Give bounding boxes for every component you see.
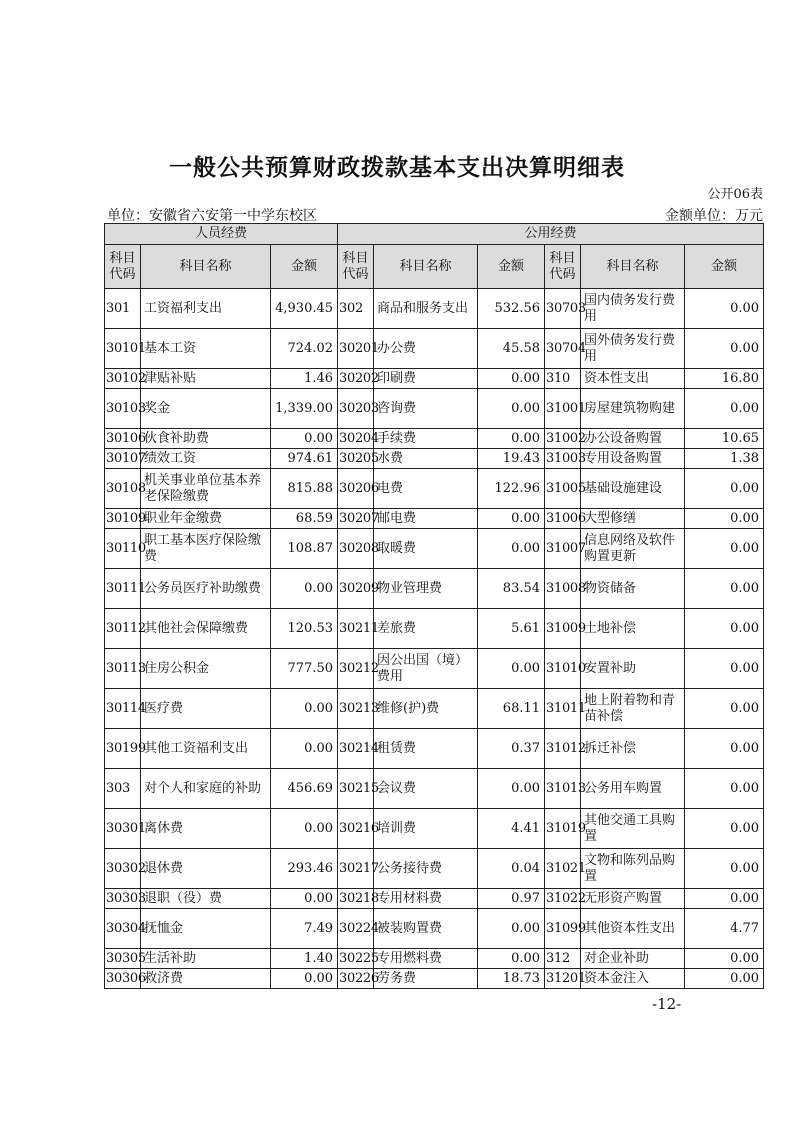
capital-code-cell: 30704 bbox=[545, 329, 581, 369]
personnel-code-cell: 30101 bbox=[105, 329, 141, 369]
public-amount-cell: 45.58 bbox=[478, 329, 545, 369]
capital-name-cell: 大型修缮 bbox=[581, 509, 685, 529]
public-code-cell: 30205 bbox=[338, 449, 374, 469]
capital-code-cell: 31011 bbox=[545, 689, 581, 729]
personnel-amount-cell: 0.00 bbox=[271, 429, 338, 449]
capital-amount-cell: 0.00 bbox=[685, 889, 764, 909]
page-title: 一般公共预算财政拨款基本支出决算明细表 bbox=[169, 154, 625, 181]
capital-amount-cell: 0.00 bbox=[685, 289, 764, 329]
public-name-cell: 咨询费 bbox=[374, 389, 478, 429]
personnel-name-cell: 职业年金缴费 bbox=[141, 509, 271, 529]
table-row bbox=[105, 729, 764, 769]
capital-name-cell: 国内债务发行费用 bbox=[581, 289, 685, 329]
table-number: 公开06表 bbox=[707, 187, 763, 202]
public-code-cell: 30214 bbox=[338, 729, 374, 769]
capital-amount-cell: 16.80 bbox=[685, 369, 764, 389]
capital-amount-cell: 0.00 bbox=[685, 609, 764, 649]
table-row bbox=[105, 609, 764, 649]
public-name-cell: 租赁费 bbox=[374, 729, 478, 769]
table-row bbox=[105, 429, 764, 449]
personnel-code-cell: 30301 bbox=[105, 809, 141, 849]
public-name-cell: 物业管理费 bbox=[374, 569, 478, 609]
capital-name-cell: 无形资产购置 bbox=[581, 889, 685, 909]
public-amount-cell: 68.11 bbox=[478, 689, 545, 729]
capital-code-cell: 31009 bbox=[545, 609, 581, 649]
personnel-name-cell: 奖金 bbox=[141, 389, 271, 429]
table-row bbox=[105, 509, 764, 529]
personnel-name-cell: 津贴补贴 bbox=[141, 369, 271, 389]
capital-amount-cell: 0.00 bbox=[685, 529, 764, 569]
capital-name-cell: 信息网络及软件购置更新 bbox=[581, 529, 685, 569]
public-name-cell: 邮电费 bbox=[374, 509, 478, 529]
capital-code-cell: 31012 bbox=[545, 729, 581, 769]
capital-code-cell: 31201 bbox=[545, 969, 581, 989]
capital-code-cell: 31008 bbox=[545, 569, 581, 609]
personnel-amount-cell: 120.53 bbox=[271, 609, 338, 649]
table-body bbox=[105, 289, 764, 989]
table-row bbox=[105, 329, 764, 369]
public-code-cell: 30217 bbox=[338, 849, 374, 889]
personnel-name-cell: 住房公积金 bbox=[141, 649, 271, 689]
code-header: 科目代码 bbox=[338, 245, 374, 289]
capital-name-cell: 专用设备购置 bbox=[581, 449, 685, 469]
capital-name-cell: 地上附着物和青苗补偿 bbox=[581, 689, 685, 729]
public-header: 公用经费 bbox=[338, 224, 764, 245]
public-name-cell: 专用燃料费 bbox=[374, 949, 478, 969]
capital-code-cell: 31010 bbox=[545, 649, 581, 689]
table-row bbox=[105, 449, 764, 469]
public-code-cell: 30201 bbox=[338, 329, 374, 369]
capital-code-cell: 31001 bbox=[545, 389, 581, 429]
capital-code-cell: 30703 bbox=[545, 289, 581, 329]
capital-code-cell: 310 bbox=[545, 369, 581, 389]
personnel-amount-cell: 293.46 bbox=[271, 849, 338, 889]
personnel-name-cell: 其他工资福利支出 bbox=[141, 729, 271, 769]
public-code-cell: 30209 bbox=[338, 569, 374, 609]
capital-code-cell: 31019 bbox=[545, 809, 581, 849]
public-code-cell: 302 bbox=[338, 289, 374, 329]
public-name-cell: 被装购置费 bbox=[374, 909, 478, 949]
personnel-code-cell: 30306 bbox=[105, 969, 141, 989]
table-row bbox=[105, 289, 764, 329]
personnel-name-cell: 退职（役）费 bbox=[141, 889, 271, 909]
capital-amount-cell: 10.65 bbox=[685, 429, 764, 449]
public-amount-cell: 0.37 bbox=[478, 729, 545, 769]
personnel-name-cell: 生活补助 bbox=[141, 949, 271, 969]
personnel-name-cell: 对个人和家庭的补助 bbox=[141, 769, 271, 809]
personnel-header: 人员经费 bbox=[105, 224, 338, 245]
capital-code-cell: 31021 bbox=[545, 849, 581, 889]
public-name-cell: 培训费 bbox=[374, 809, 478, 849]
public-code-cell: 30224 bbox=[338, 909, 374, 949]
capital-amount-cell: 0.00 bbox=[685, 849, 764, 889]
public-code-cell: 30211 bbox=[338, 609, 374, 649]
personnel-name-cell: 伙食补助费 bbox=[141, 429, 271, 449]
expenditure-table bbox=[104, 223, 764, 989]
code-header: 科目代码 bbox=[545, 245, 581, 289]
capital-name-cell: 房屋建筑物购建 bbox=[581, 389, 685, 429]
public-name-cell: 维修(护)费 bbox=[374, 689, 478, 729]
public-amount-cell: 0.00 bbox=[478, 909, 545, 949]
public-name-cell: 劳务费 bbox=[374, 969, 478, 989]
personnel-code-cell: 30108 bbox=[105, 469, 141, 509]
personnel-amount-cell: 1.40 bbox=[271, 949, 338, 969]
capital-amount-cell: 0.00 bbox=[685, 389, 764, 429]
table-row bbox=[105, 849, 764, 889]
public-code-cell: 30204 bbox=[338, 429, 374, 449]
personnel-name-cell: 工资福利支出 bbox=[141, 289, 271, 329]
personnel-code-cell: 30103 bbox=[105, 389, 141, 429]
page-number: -12- bbox=[652, 995, 682, 1013]
amount-header: 金额 bbox=[478, 245, 545, 289]
capital-amount-cell: 1.38 bbox=[685, 449, 764, 469]
public-code-cell: 30213 bbox=[338, 689, 374, 729]
personnel-amount-cell: 1.46 bbox=[271, 369, 338, 389]
capital-amount-cell: 0.00 bbox=[685, 569, 764, 609]
public-code-cell: 30216 bbox=[338, 809, 374, 849]
capital-code-cell: 31099 bbox=[545, 909, 581, 949]
personnel-name-cell: 医疗费 bbox=[141, 689, 271, 729]
public-amount-cell: 0.00 bbox=[478, 389, 545, 429]
public-amount-cell: 19.43 bbox=[478, 449, 545, 469]
personnel-code-cell: 30112 bbox=[105, 609, 141, 649]
table-row bbox=[105, 949, 764, 969]
personnel-code-cell: 30102 bbox=[105, 369, 141, 389]
personnel-amount-cell: 7.49 bbox=[271, 909, 338, 949]
public-name-cell: 办公费 bbox=[374, 329, 478, 369]
personnel-name-cell: 绩效工资 bbox=[141, 449, 271, 469]
name-header: 科目名称 bbox=[141, 245, 271, 289]
capital-code-cell: 312 bbox=[545, 949, 581, 969]
personnel-amount-cell: 0.00 bbox=[271, 809, 338, 849]
personnel-name-cell: 职工基本医疗保险缴费 bbox=[141, 529, 271, 569]
table-row bbox=[105, 689, 764, 729]
personnel-code-cell: 30305 bbox=[105, 949, 141, 969]
personnel-amount-cell: 0.00 bbox=[271, 969, 338, 989]
table-row bbox=[105, 889, 764, 909]
personnel-amount-cell: 456.69 bbox=[271, 769, 338, 809]
personnel-name-cell: 基本工资 bbox=[141, 329, 271, 369]
public-code-cell: 30202 bbox=[338, 369, 374, 389]
code-header: 科目代码 bbox=[105, 245, 141, 289]
personnel-code-cell: 30114 bbox=[105, 689, 141, 729]
public-amount-cell: 532.56 bbox=[478, 289, 545, 329]
personnel-amount-cell: 815.88 bbox=[271, 469, 338, 509]
personnel-amount-cell: 108.87 bbox=[271, 529, 338, 569]
capital-name-cell: 公务用车购置 bbox=[581, 769, 685, 809]
capital-amount-cell: 0.00 bbox=[685, 949, 764, 969]
public-code-cell: 30212 bbox=[338, 649, 374, 689]
personnel-code-cell: 30111 bbox=[105, 569, 141, 609]
personnel-code-cell: 303 bbox=[105, 769, 141, 809]
capital-code-cell: 31005 bbox=[545, 469, 581, 509]
personnel-amount-cell: 724.02 bbox=[271, 329, 338, 369]
capital-amount-cell: 0.00 bbox=[685, 509, 764, 529]
capital-amount-cell: 0.00 bbox=[685, 809, 764, 849]
public-code-cell: 30225 bbox=[338, 949, 374, 969]
personnel-name-cell: 抚恤金 bbox=[141, 909, 271, 949]
capital-amount-cell: 0.00 bbox=[685, 969, 764, 989]
personnel-amount-cell: 777.50 bbox=[271, 649, 338, 689]
personnel-name-cell: 救济费 bbox=[141, 969, 271, 989]
capital-name-cell: 办公设备购置 bbox=[581, 429, 685, 449]
public-name-cell: 商品和服务支出 bbox=[374, 289, 478, 329]
personnel-amount-cell: 1,339.00 bbox=[271, 389, 338, 429]
public-amount-cell: 0.00 bbox=[478, 429, 545, 449]
public-amount-cell: 4.41 bbox=[478, 809, 545, 849]
capital-code-cell: 31002 bbox=[545, 429, 581, 449]
personnel-name-cell: 公务员医疗补助缴费 bbox=[141, 569, 271, 609]
table-row bbox=[105, 389, 764, 429]
public-amount-cell: 0.00 bbox=[478, 529, 545, 569]
public-amount-cell: 0.97 bbox=[478, 889, 545, 909]
public-amount-cell: 0.00 bbox=[478, 649, 545, 689]
personnel-amount-cell: 974.61 bbox=[271, 449, 338, 469]
table-row bbox=[105, 569, 764, 609]
table-row bbox=[105, 529, 764, 569]
public-name-cell: 公务接待费 bbox=[374, 849, 478, 889]
capital-name-cell: 文物和陈列品购置 bbox=[581, 849, 685, 889]
public-name-cell: 水费 bbox=[374, 449, 478, 469]
capital-amount-cell: 0.00 bbox=[685, 649, 764, 689]
capital-name-cell: 土地补偿 bbox=[581, 609, 685, 649]
capital-amount-cell: 0.00 bbox=[685, 769, 764, 809]
public-name-cell: 手续费 bbox=[374, 429, 478, 449]
amount-unit-label: 金额单位：万元 bbox=[665, 208, 763, 224]
public-amount-cell: 0.00 bbox=[478, 769, 545, 809]
capital-code-cell: 31013 bbox=[545, 769, 581, 809]
capital-name-cell: 拆迁补偿 bbox=[581, 729, 685, 769]
public-amount-cell: 122.96 bbox=[478, 469, 545, 509]
capital-amount-cell: 4.77 bbox=[685, 909, 764, 949]
personnel-name-cell: 退休费 bbox=[141, 849, 271, 889]
public-name-cell: 电费 bbox=[374, 469, 478, 509]
capital-name-cell: 物资储备 bbox=[581, 569, 685, 609]
personnel-name-cell: 离休费 bbox=[141, 809, 271, 849]
name-header: 科目名称 bbox=[581, 245, 685, 289]
personnel-code-cell: 30199 bbox=[105, 729, 141, 769]
personnel-amount-cell: 68.59 bbox=[271, 509, 338, 529]
public-name-cell: 差旅费 bbox=[374, 609, 478, 649]
public-amount-cell: 83.54 bbox=[478, 569, 545, 609]
public-name-cell: 因公出国（境）费用 bbox=[374, 649, 478, 689]
capital-code-cell: 31003 bbox=[545, 449, 581, 469]
capital-code-cell: 31022 bbox=[545, 889, 581, 909]
personnel-code-cell: 30110 bbox=[105, 529, 141, 569]
capital-name-cell: 安置补助 bbox=[581, 649, 685, 689]
name-header: 科目名称 bbox=[374, 245, 478, 289]
capital-name-cell: 其他交通工具购置 bbox=[581, 809, 685, 849]
personnel-name-cell: 机关事业单位基本养老保险缴费 bbox=[141, 469, 271, 509]
personnel-name-cell: 其他社会保障缴费 bbox=[141, 609, 271, 649]
personnel-code-cell: 30107 bbox=[105, 449, 141, 469]
capital-code-cell: 31007 bbox=[545, 529, 581, 569]
public-amount-cell: 18.73 bbox=[478, 969, 545, 989]
public-code-cell: 30218 bbox=[338, 889, 374, 909]
personnel-code-cell: 30303 bbox=[105, 889, 141, 909]
public-amount-cell: 0.00 bbox=[478, 949, 545, 969]
public-name-cell: 会议费 bbox=[374, 769, 478, 809]
personnel-code-cell: 30106 bbox=[105, 429, 141, 449]
capital-amount-cell: 0.00 bbox=[685, 729, 764, 769]
public-name-cell: 取暖费 bbox=[374, 529, 478, 569]
public-code-cell: 30215 bbox=[338, 769, 374, 809]
capital-name-cell: 其他资本性支出 bbox=[581, 909, 685, 949]
personnel-amount-cell: 0.00 bbox=[271, 889, 338, 909]
amount-header: 金额 bbox=[271, 245, 338, 289]
personnel-amount-cell: 0.00 bbox=[271, 569, 338, 609]
public-amount-cell: 0.00 bbox=[478, 509, 545, 529]
table-row bbox=[105, 649, 764, 689]
capital-amount-cell: 0.00 bbox=[685, 469, 764, 509]
personnel-code-cell: 301 bbox=[105, 289, 141, 329]
public-amount-cell: 0.04 bbox=[478, 849, 545, 889]
unit-label: 单位：安徽省六安第一中学东校区 bbox=[107, 208, 317, 224]
table-row bbox=[105, 369, 764, 389]
public-code-cell: 30207 bbox=[338, 509, 374, 529]
capital-amount-cell: 0.00 bbox=[685, 329, 764, 369]
public-code-cell: 30226 bbox=[338, 969, 374, 989]
table-row bbox=[105, 469, 764, 509]
capital-name-cell: 基础设施建设 bbox=[581, 469, 685, 509]
public-code-cell: 30208 bbox=[338, 529, 374, 569]
capital-amount-cell: 0.00 bbox=[685, 689, 764, 729]
personnel-amount-cell: 0.00 bbox=[271, 689, 338, 729]
table-row bbox=[105, 969, 764, 989]
table-row bbox=[105, 769, 764, 809]
personnel-amount-cell: 4,930.45 bbox=[271, 289, 338, 329]
public-code-cell: 30203 bbox=[338, 389, 374, 429]
public-amount-cell: 5.61 bbox=[478, 609, 545, 649]
personnel-code-cell: 30304 bbox=[105, 909, 141, 949]
public-name-cell: 专用材料费 bbox=[374, 889, 478, 909]
public-code-cell: 30206 bbox=[338, 469, 374, 509]
amount-header: 金额 bbox=[685, 245, 764, 289]
personnel-code-cell: 30109 bbox=[105, 509, 141, 529]
table-row bbox=[105, 909, 764, 949]
capital-name-cell: 资本金注入 bbox=[581, 969, 685, 989]
public-name-cell: 印刷费 bbox=[374, 369, 478, 389]
capital-name-cell: 国外债务发行费用 bbox=[581, 329, 685, 369]
public-amount-cell: 0.00 bbox=[478, 369, 545, 389]
capital-name-cell: 对企业补助 bbox=[581, 949, 685, 969]
personnel-amount-cell: 0.00 bbox=[271, 729, 338, 769]
personnel-code-cell: 30302 bbox=[105, 849, 141, 889]
table-row bbox=[105, 809, 764, 849]
personnel-code-cell: 30113 bbox=[105, 649, 141, 689]
capital-code-cell: 31006 bbox=[545, 509, 581, 529]
capital-name-cell: 资本性支出 bbox=[581, 369, 685, 389]
